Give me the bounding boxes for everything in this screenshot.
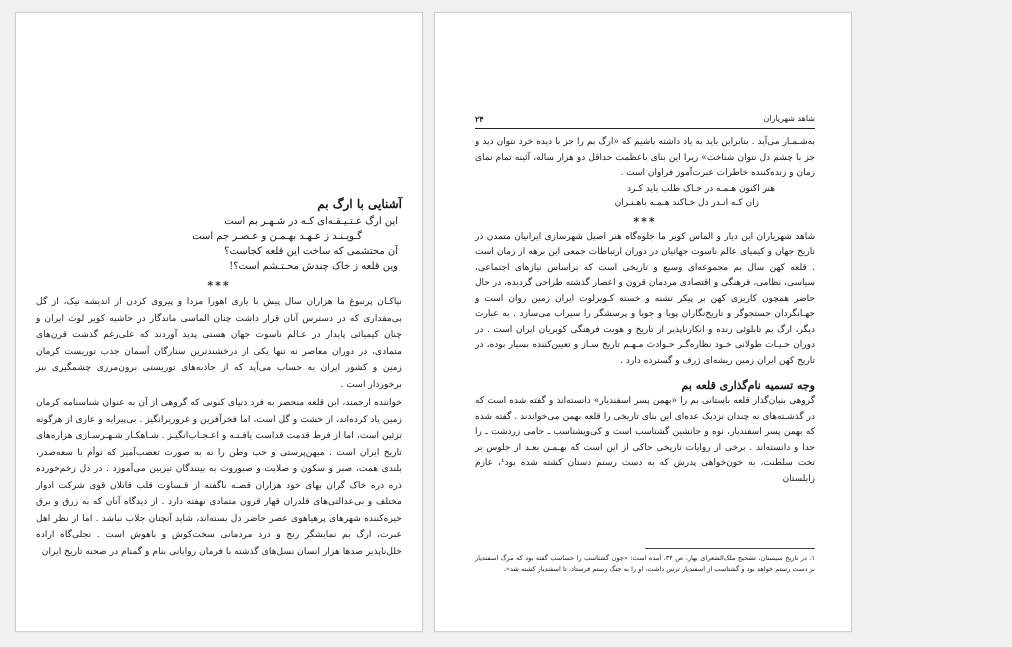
poem-hemistich: هنر اکنون هـمـه در خـاک طلب باید کـرد [627, 183, 775, 194]
left-page [15, 12, 423, 632]
body-paragraph: شاهد شهریاران این دیار و الماس کویر ما جلوه‌گاه هنر اصیل شهرسازی ایرانیان متمدن در تاریخ جهان و کیمیای عالم ناسوت جهانیان در دوران ارتباطات جمعی این برهه از زمان است . قلعه کهن سال بم مجموعه‌ای وسیع و تاریخی است که براساس نیازهای اجتماعی، سیاسی، نظامی، فرهنگی و اقتصادی مردمان قرون و اعصار گذشته طراحی گردیده، در حال حاضر همچون کاریزی کهن بر پیکر تشنه و خسته کـویرلوت ایران زمین روان است و جهـانگردان جستجوگر و تاریخ‌نگاران پویا و جویا و پرسشگر را سیراب می‌سازد . به عبارت دیگر، ارگ بم تابلوئی زنده و انکارناپذیر از تاریخ و هویت فرهنگی کویریان ایران است . در دوران حـیـات طولانی خـود نظاره‌گـر حـوادث مـهـم تاریخ سـاز و تعیین‌کننده بسیار بوده، در تاریخ کهن ایران زمین ریشه‌ای ژرف و گسترده دارد . [475, 231, 815, 366]
page-number: ۲۴ [475, 114, 484, 124]
right-page-content [475, 135, 815, 487]
verse-line: وین قلعه ز خاک چندش محـتـشم است؟! [229, 261, 398, 272]
body-paragraph: به‌شـمـار می‌آید . بنابراین باید به یاد داشته باشیم که «ارگ بم را جز با دیده خرد نتوان دید و جز با چشم دل نتوان شناخت» زیرا این بنای باعظمت حداقل دو هزار ساله، آئینه تمام نمای زمان و زنده‌کننده خاطرات عبرت‌آموز فراوان است . [475, 137, 815, 178]
left-page-content [36, 197, 402, 560]
body-paragraph: نیاکـان پرنبوغ ما هزاران سال پیش با یاری اهورا مزدا و پیروی کردن از اندیشه نیک، از گل بی‌مقداری که در دسترس آنان قرار داشت چنان الماسی ماندگار در حاشیه کویر لوت ایران و چنان کیمیائی پایدار در عـالم ناسوت جهان هستی پدید آوردند که علی‌رغم گذشت قرن‌های متمادی، در دوران معاصر نه تنها یکی از درخشندترین ستارگان آسمان جذب توریست کرمان زمین و کشور ایران به حساب می‌آید که از جاذبه‌های توریستی برون‌مرزی چشمگیری نیز برخوردار است . [36, 296, 402, 390]
running-header [475, 114, 815, 129]
verse-line: این ارگ عـتـیـقـه‌ای کـه در شـهـر بم است [224, 216, 398, 227]
footnote-rule [645, 548, 815, 549]
section-separator: *** [633, 214, 657, 228]
footnote: ۱. در تاریخ سیستان، تصحیح ملک‌الشعرای بهار، ص ۳۴، آمده است: «چون گشتاسب را حساسب گفته بود که مرگ اسفندیار بر دست رستم خواهد بود و گشتاسب از اسفندیار ترس داشت، او را به جنگ رستم فرستاد، تا اسفندیار کشته شد». [475, 554, 815, 573]
body-paragraph: خواننده ارجمند، این قلعه منحصر به فرد دنیای کنونی که گروهی از آن به عنوان شناسنامه کرمان زمین یاد کرده‌اند، از خشت و گل است، اما فخرآفرین و غروربرانگیز . بی‌پیرایه و عاری از هرگونه تزئین است، اما از فرط قدمت قداست یافـتـه و اعـجـاب‌انگیـز . شـاهکـار شـهـرسـازی هزاره‌های تاریخ ایران است . میهن‌پرستی و حب وطن را نه به صورت تعصب‌آمیز که توأم با سعه‌صدر، بلندی همت، صبر و سکون و صلابت و صبوروت به بینندگان تیزبین می‌آموزد . در دل زخم‌خورده ذره ذره خاک گران بهای خود هزاران قصـه ناگفته از قـساوت قلب قاتلان قوی شرکت ادوار مختلف و بی‌عدالتی‌های قلدران قهار قرون متمادی نهفته دارد . از دیدگاه آنان که به زرق و برق خیره‌کننده شهرهای پرهیاهوی عصر حاضر دل بسته‌اند، شاید آنچنان جلاب نباشد . اما از نظر اهل عبرت، ارگ بم نمایشگر رنج و درد مردمانی سخت‌کوش و باهوش است . تجلی‌گاه اراده خلل‌ناپذیر صدها هزار انسان نسل‌های گذشته با فرمان روایانی بنام و گمنام در صحنه تاریخ ایران [36, 397, 402, 557]
section-heading: وجه تسمیه نام‌گذاری قلعه بم [681, 379, 815, 392]
chapter-title: آشنایی با ارگ بم [317, 197, 402, 211]
running-title: شاهد شهریاران [763, 114, 815, 123]
right-page [434, 12, 852, 632]
body-paragraph: گروهی بنیان‌گذار قلعه باستانی بم را «بهمن پسر اسفندیار» دانسته‌اند و گفته شده است که در گذشـته‌های نه چندان نزدیک عده‌ای این بنای تاریخی را قلعه بهمن می‌خواندند . گفته شده که بهمن پسر اسفندیار، نوه و جانشین گشتاسب است و کی‌ویشتاسب ـ حامی زردشت ـ را جدا و دانسته‌اند . برخی از روایات تاریخی حاکی از این است که بهـمـن بعـد از جلوس بر تخت سلطنت، به خون‌خواهی پدرش که به دست رستم دستان کشته شده بود¹، عازم زابلستان [475, 396, 815, 484]
verse-line: آن محتشمی که ساخت این قلعه کجاست؟ [224, 246, 398, 257]
verse-line: گـویـنـد ز عـهـد بهـمـن و عـصـر جم است [192, 231, 362, 242]
section-separator: *** [207, 279, 231, 292]
poem-hemistich: زان کـه انـدر دل خـاکند هـمـه باهـنـران [614, 197, 759, 208]
